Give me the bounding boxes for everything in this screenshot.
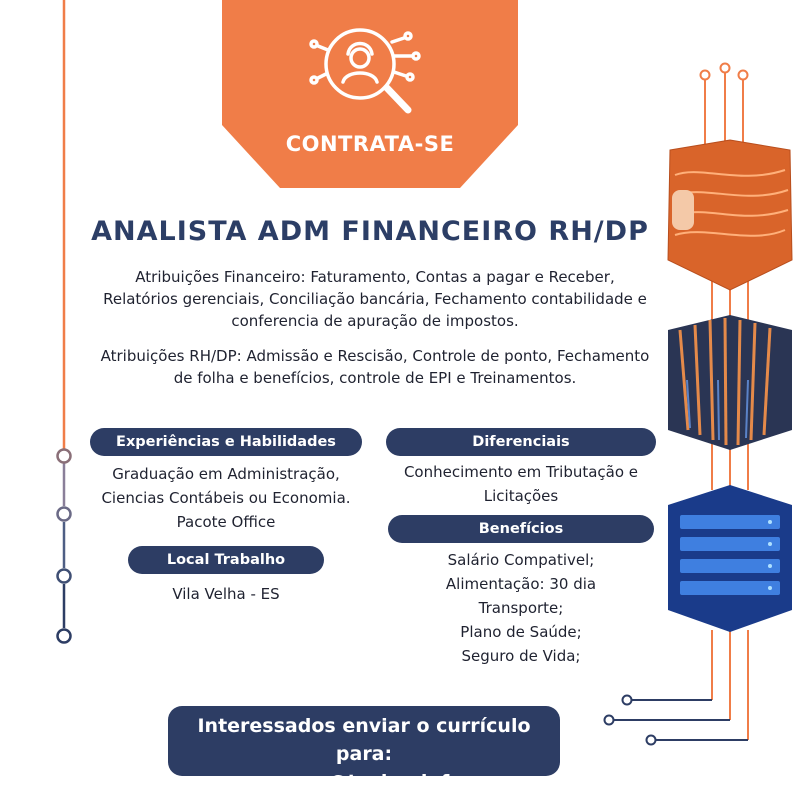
banner-title: CONTRATA-SE (285, 132, 455, 156)
text-line: Plano de Saúde; (460, 623, 582, 641)
text-line: Atribuições RH/DP: Admissão e Rescisão, Controle de ponto, Fechamento (100, 347, 650, 365)
local-trabalho-label: Local Trabalho (128, 546, 324, 574)
diferenciais-label: Diferenciais (386, 428, 656, 456)
hexagon-image-server-rack (668, 485, 792, 632)
circuit-node (58, 570, 71, 583)
text-line: conferencia de apuração de impostos. (231, 312, 519, 330)
text-line: Licitações (483, 487, 559, 505)
text-line: de folha e benefícios, controle de EPI e Treinamentos. (173, 369, 577, 387)
text-line: Relatórios gerenciais, Conciliação bancária, Fechamento contabilidade e (103, 290, 647, 308)
job-title: ANALISTA ADM FINANCEIRO RH/DP (91, 216, 649, 247)
circuit-node (58, 630, 71, 643)
text-line: Salário Compativel; (447, 551, 595, 569)
circuit-node (58, 508, 71, 521)
diferenciais-content (376, 460, 666, 508)
text-line: Transporte; (478, 599, 564, 617)
hexagon-image-patch-cables (668, 315, 792, 450)
circuit-node (58, 450, 71, 463)
left-circuit-decoration (0, 0, 100, 800)
experiencias-label: Experiências e Habilidades (90, 428, 362, 456)
contact-email[interactable]: vagas@teclan.info (265, 771, 463, 793)
text-line: Conhecimento em Tributação e (403, 463, 639, 481)
contact-callout (168, 706, 560, 793)
local-trabalho-content (128, 582, 324, 606)
text-line: Pacote Office (176, 513, 276, 531)
beneficios-label: Benefícios (388, 515, 654, 543)
right-circuit-decoration (580, 0, 800, 800)
rhdp-description (70, 345, 680, 389)
experiencias-content (70, 462, 382, 534)
header-banner (222, 0, 518, 190)
cta-line: Interessados enviar o currículo para: (197, 715, 531, 765)
text-line: Seguro de Vida; (461, 647, 581, 665)
text-line: Alimentação: 30 dia (445, 575, 597, 593)
text-line: Vila Velha - ES (172, 585, 280, 603)
text-line: Ciencias Contábeis ou Economia. (101, 489, 351, 507)
text-line: Atribuições Financeiro: Faturamento, Contas a pagar e Receber, (135, 268, 615, 286)
financeiro-description (60, 266, 690, 332)
beneficios-content (388, 548, 654, 668)
text-line: Graduação em Administração, (112, 465, 340, 483)
